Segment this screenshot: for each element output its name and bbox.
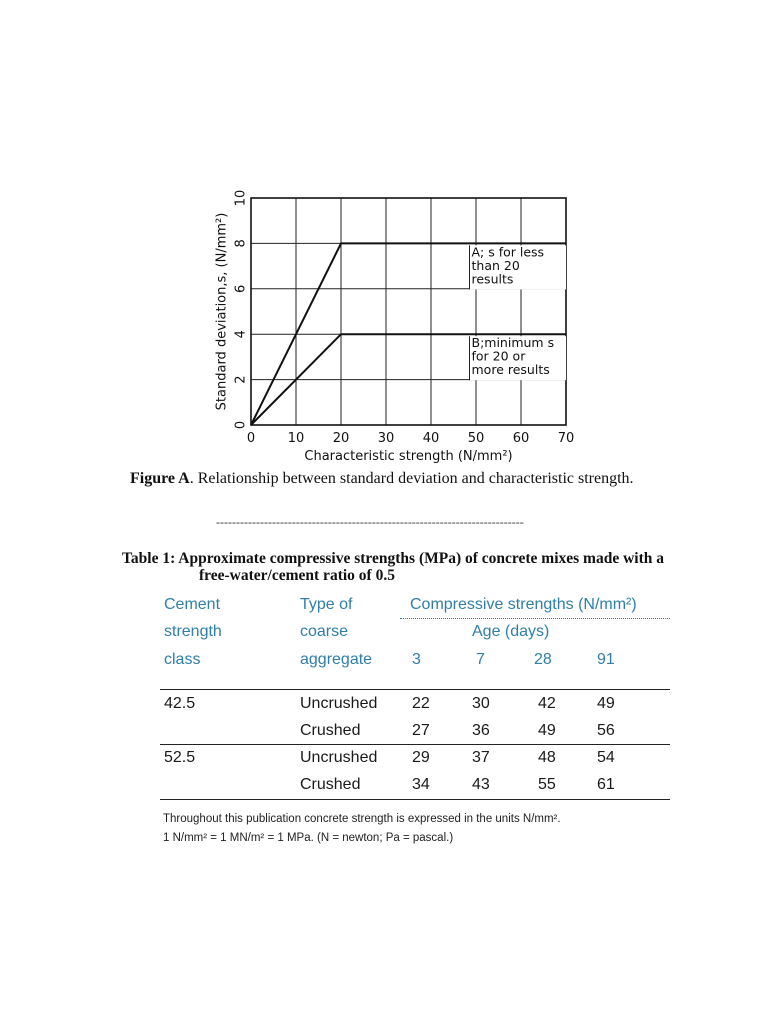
x-tick-label: 40: [422, 431, 440, 446]
figure-caption-text: . Relationship between standard deviation and characteristic strength.: [189, 470, 634, 487]
header-cement-3: class: [164, 651, 201, 668]
header-cement-1: Cement: [164, 596, 221, 613]
cell-age-91: 54: [597, 749, 615, 766]
header-age-28: 28: [534, 651, 552, 668]
cell-age-7: 36: [472, 722, 490, 739]
header-age-7: 7: [476, 651, 485, 668]
table-rule-top: [160, 689, 670, 690]
x-tick-label: 30: [377, 431, 395, 446]
x-tick-label: 0: [246, 431, 256, 446]
cell-age-7: 37: [472, 749, 490, 766]
y-tick-label: 0: [233, 420, 249, 430]
cell-aggregate: Crushed: [300, 722, 361, 739]
cell-age-3: 22: [412, 695, 430, 712]
cell-age-7: 43: [472, 776, 490, 793]
cell-aggregate: Uncrushed: [300, 695, 378, 712]
header-cement-2: strength: [164, 623, 222, 640]
cell-age-28: 55: [538, 776, 556, 793]
figure-caption-label: Figure A: [130, 470, 190, 487]
annotation-text: A; s for less: [471, 244, 545, 260]
header-compressive: Compressive strengths (N/mm²): [410, 596, 637, 613]
table-row: [160, 691, 670, 718]
cell-class: 42.5: [164, 695, 196, 712]
x-tick-label: 10: [287, 431, 305, 446]
header-age: Age (days): [472, 623, 550, 640]
x-tick-label: 60: [512, 431, 530, 446]
header-age-3: 3: [412, 651, 421, 668]
y-axis-label: Standard deviation,s, (N/mm²): [214, 212, 230, 411]
table-footnote: [163, 810, 643, 848]
annotation-text: more results: [471, 362, 550, 378]
x-tick-label: 20: [332, 431, 350, 446]
y-tick-label: 10: [233, 189, 249, 207]
cell-class: 52.5: [164, 749, 196, 766]
annotation-text: for 20 or: [471, 348, 526, 364]
table-header: [160, 590, 670, 690]
header-type-1: Type of: [300, 596, 353, 613]
table-row: [160, 718, 670, 745]
plot-frame: [251, 198, 566, 425]
table-title-line2: free-water/cement ratio of 0.5: [199, 567, 395, 584]
annotation-text: results: [471, 271, 514, 287]
x-tick-label: 70: [557, 431, 575, 446]
annotation-text: than 20: [471, 257, 520, 273]
table-rule-bottom: [160, 799, 670, 800]
cell-age-28: 48: [538, 749, 556, 766]
dashed-divider: -----------------------------------------------------------------------------: [216, 515, 524, 527]
strength-table: [160, 590, 670, 793]
header-age-91: 91: [597, 651, 615, 668]
cell-age-91: 49: [597, 695, 615, 712]
figure-a-chart: [0, 0, 768, 470]
cell-age-28: 49: [538, 722, 556, 739]
header-type-3: aggregate: [300, 651, 373, 668]
chart-svg: [0, 0, 768, 470]
annotation-text: B;minimum s: [471, 335, 555, 351]
figure-caption: [130, 470, 750, 488]
cell-aggregate: Crushed: [300, 776, 361, 793]
footnote-line2: 1 N/mm² = 1 MN/m² = 1 MPa. (N = newton; Pa = pascal.): [163, 832, 454, 844]
footnote-line1: Throughout this publication concrete strength is expressed in the units N/mm².: [163, 813, 561, 825]
table-title: [122, 550, 722, 584]
y-tick-label: 2: [233, 375, 249, 384]
table-row: [160, 745, 670, 772]
x-tick-label: 50: [467, 431, 485, 446]
y-tick-label: 6: [233, 284, 249, 293]
y-tick-label: 4: [233, 330, 249, 339]
cell-age-7: 30: [472, 695, 490, 712]
cell-age-3: 34: [412, 776, 430, 793]
header-dotted-line: [400, 618, 670, 619]
cell-aggregate: Uncrushed: [300, 749, 378, 766]
table-row: [160, 772, 670, 799]
cell-age-91: 56: [597, 722, 615, 739]
x-axis-label: Characteristic strength (N/mm²): [304, 449, 513, 464]
cell-age-28: 42: [538, 695, 556, 712]
y-tick-label: 8: [233, 239, 249, 248]
cell-age-91: 61: [597, 776, 615, 793]
header-type-2: coarse: [300, 623, 349, 640]
cell-age-3: 27: [412, 722, 430, 739]
cell-age-3: 29: [412, 749, 430, 766]
table-title-line1: Table 1: Approximate compressive strengths (MPa) of concrete mixes made with a: [122, 550, 665, 567]
